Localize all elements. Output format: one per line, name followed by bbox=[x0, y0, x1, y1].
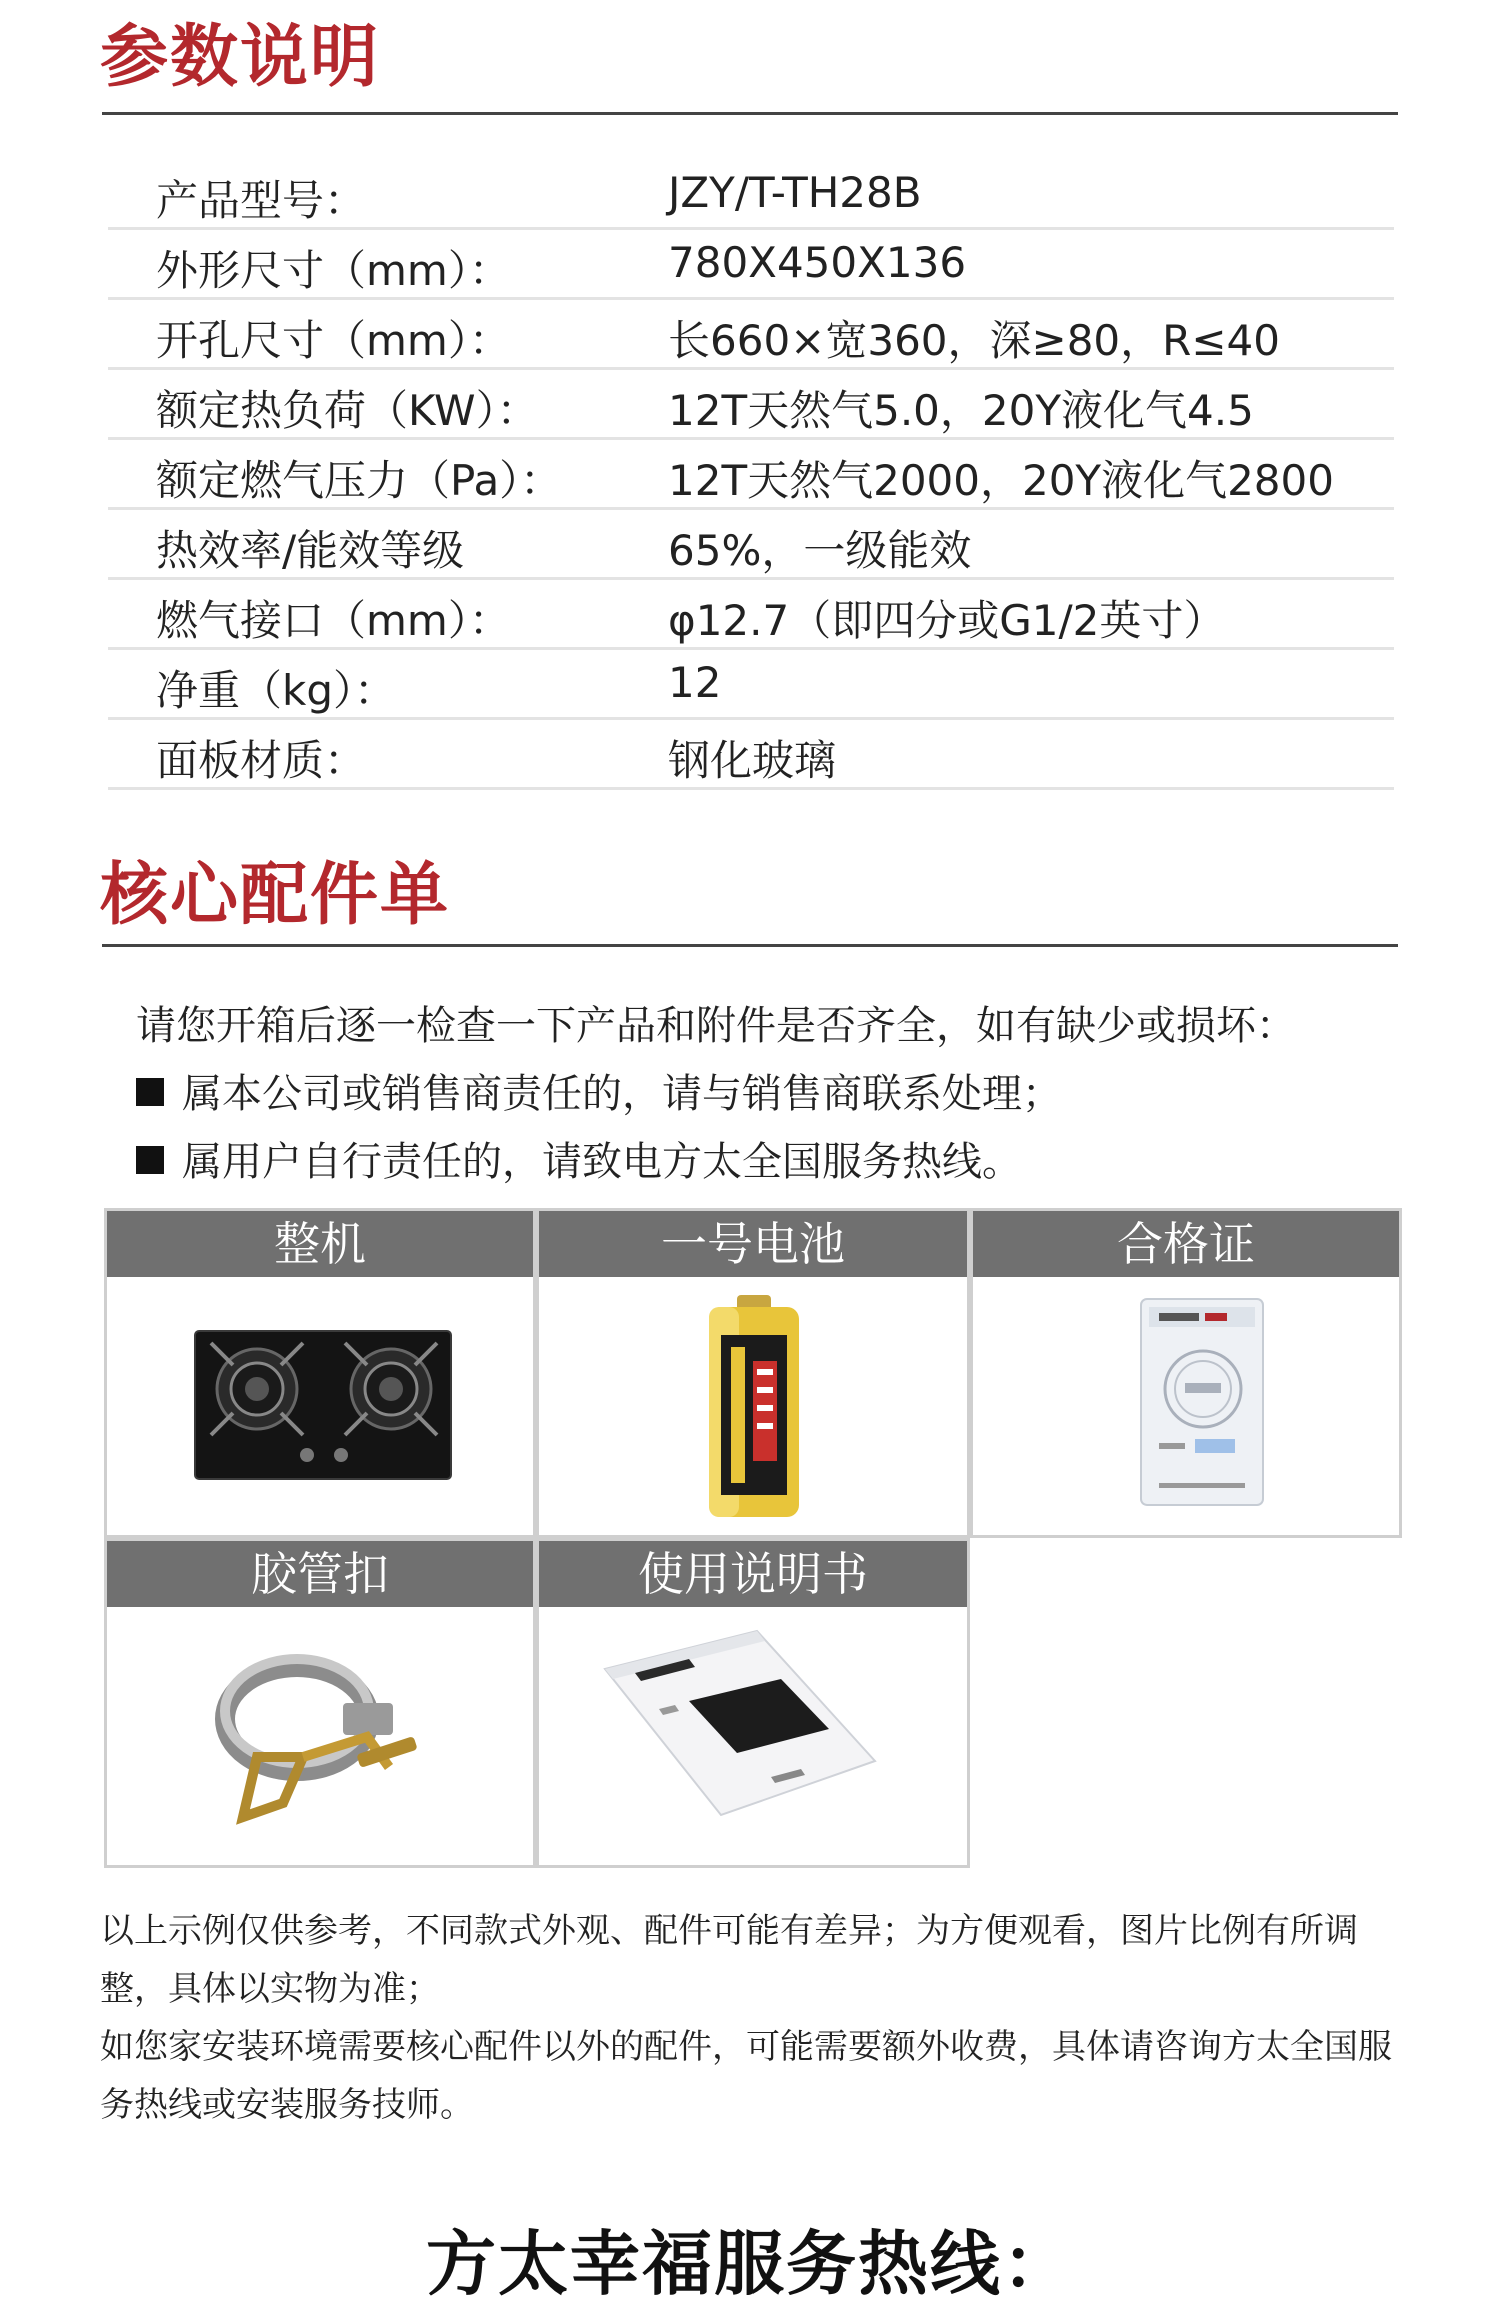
accessory-label: 胶管扣 bbox=[107, 1541, 533, 1607]
spec-label: 开孔尺寸（mm）： bbox=[156, 316, 511, 365]
accessory-cell-battery bbox=[536, 1208, 970, 1538]
bullet-square-icon bbox=[136, 1078, 164, 1106]
spec-value: 12T天然气5.0，20Y液化气4.5 bbox=[668, 386, 1254, 435]
note-paragraph: 如您家安装环境需要核心配件以外的配件，可能需要额外收费，具体请咨询方太全国服务热线或安装服务技师。 bbox=[100, 2027, 1392, 2125]
spec-value: 12 bbox=[668, 658, 722, 707]
accessories-title: 核心配件单 bbox=[100, 856, 451, 935]
spec-row bbox=[108, 160, 1394, 230]
accessory-cell-certificate bbox=[970, 1208, 1402, 1538]
spec-row bbox=[108, 370, 1394, 440]
accessories-title-rule bbox=[102, 944, 1398, 947]
hotline-title: 方太幸福服务热线： bbox=[426, 2223, 1074, 2305]
spec-value: 12T天然气2000，20Y液化气2800 bbox=[668, 456, 1334, 505]
accessory-cell-manual bbox=[536, 1538, 970, 1868]
spec-table bbox=[108, 160, 1394, 790]
bullet-item bbox=[136, 1062, 1062, 1119]
spec-value: 长660×宽360，深≥80，R≤40 bbox=[668, 316, 1280, 365]
bullet-square-icon bbox=[136, 1146, 164, 1174]
spec-row bbox=[108, 580, 1394, 650]
spec-row bbox=[108, 440, 1394, 510]
spec-row bbox=[108, 650, 1394, 720]
accessories-intro: 请您开箱后逐一检查一下产品和附件是否齐全，如有缺少或损坏： bbox=[136, 1003, 1296, 1049]
accessory-cell-cooktop bbox=[104, 1208, 536, 1538]
hose-clamp-image bbox=[107, 1607, 533, 1865]
spec-value: 65%，一级能效 bbox=[668, 526, 972, 575]
spec-row bbox=[108, 230, 1394, 300]
spec-value: 780X450X136 bbox=[668, 238, 967, 287]
spec-row bbox=[108, 510, 1394, 580]
spec-label: 热效率/能效等级 bbox=[156, 526, 465, 575]
params-title-rule bbox=[102, 112, 1398, 115]
spec-row bbox=[108, 720, 1394, 790]
spec-label: 净重（kg）： bbox=[156, 666, 396, 715]
spec-value: JZY/T-TH28B bbox=[668, 168, 922, 217]
battery-image bbox=[539, 1277, 967, 1535]
bullet-text: 属本公司或销售商责任的，请与销售商联系处理； bbox=[182, 1071, 1062, 1117]
params-title: 参数说明 bbox=[100, 18, 381, 97]
accessory-label: 使用说明书 bbox=[539, 1541, 967, 1607]
bullet-item bbox=[136, 1130, 1022, 1187]
accessory-label: 整机 bbox=[107, 1211, 533, 1277]
accessory-cell-hose-clamp bbox=[104, 1538, 536, 1868]
spec-label: 燃气接口（mm）： bbox=[156, 596, 511, 645]
spec-label: 额定热负荷（KW）： bbox=[156, 386, 539, 435]
spec-label: 产品型号： bbox=[156, 176, 367, 225]
spec-value: 钢化玻璃 bbox=[668, 736, 837, 785]
spec-value: φ12.7（即四分或G1/2英寸） bbox=[668, 596, 1226, 645]
cooktop-image bbox=[107, 1277, 533, 1535]
accessory-label: 合格证 bbox=[973, 1211, 1399, 1277]
manual-image bbox=[539, 1607, 967, 1865]
note-paragraph: 以上示例仅供参考，不同款式外观、配件可能有差异；为方便观看，图片比例有所调整，具体以实物为准； bbox=[100, 1911, 1358, 2009]
certificate-image bbox=[973, 1277, 1399, 1535]
spec-label: 外形尺寸（mm）： bbox=[156, 246, 511, 295]
spec-row bbox=[108, 300, 1394, 370]
spec-label: 额定燃气压力（Pa）： bbox=[156, 456, 563, 505]
bullet-text: 属用户自行责任的，请致电方太全国服务热线。 bbox=[182, 1139, 1022, 1185]
disclaimer-notes bbox=[100, 1902, 1410, 2134]
accessory-label: 一号电池 bbox=[539, 1211, 967, 1277]
spec-label: 面板材质： bbox=[156, 736, 367, 785]
